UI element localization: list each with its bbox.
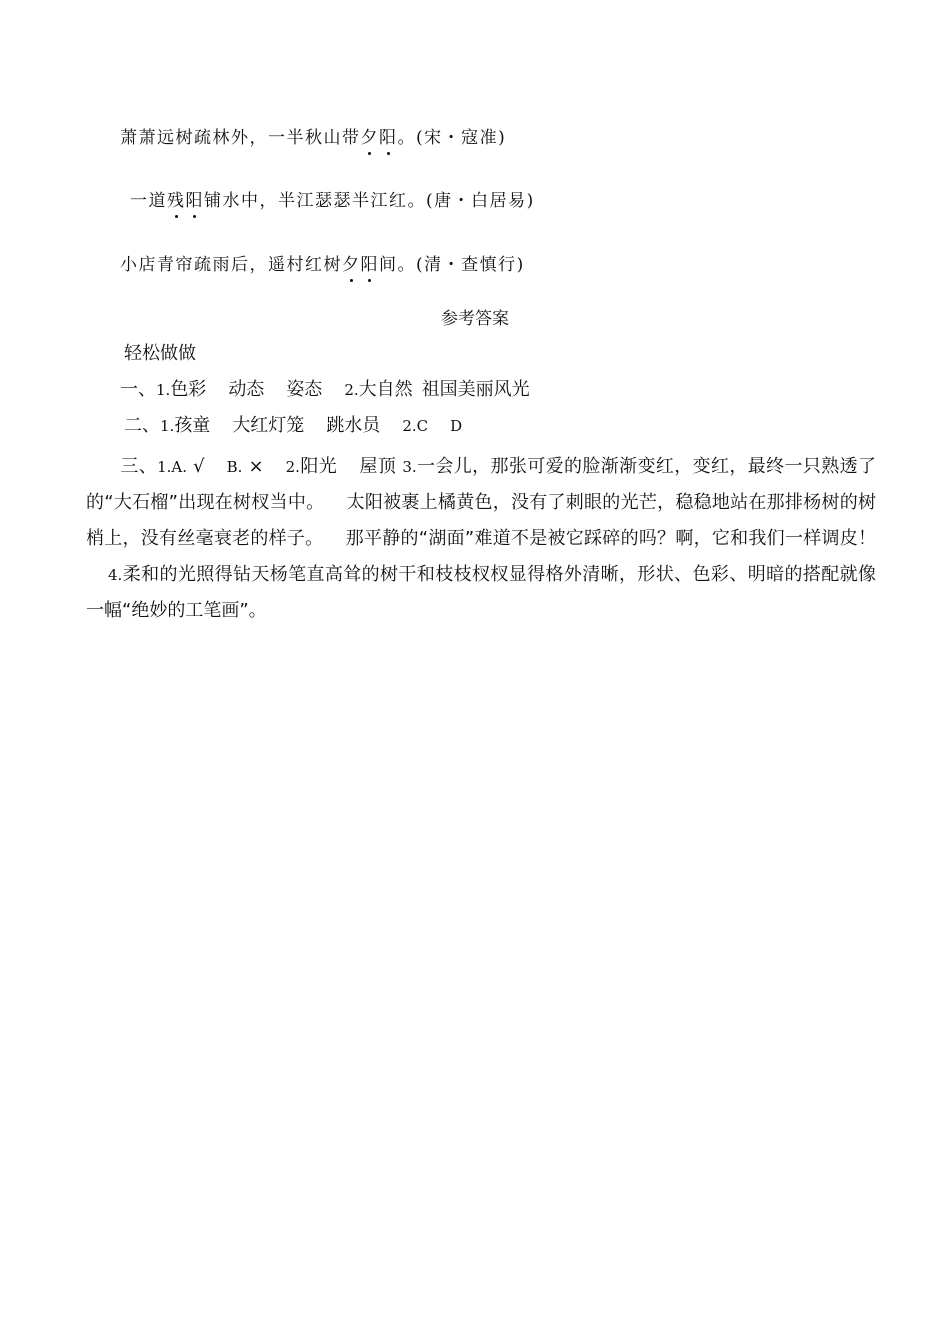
q3-answer: 太阳被裹上橘黄色，没有了刺眼的光芒，稳稳地站在那排杨树的树梢上，没有丝毫衰老的样子。 bbox=[86, 492, 876, 549]
poem-line-1 bbox=[120, 125, 506, 151]
q3-num4: 4. bbox=[108, 566, 123, 584]
q3-label: 三、 bbox=[120, 456, 158, 477]
q2-num2: 2.C bbox=[402, 417, 429, 435]
emphasis-char: 残 bbox=[167, 191, 186, 211]
q3-answer: 屋顶 bbox=[359, 456, 397, 477]
q1-answer: 姿态 bbox=[286, 379, 323, 400]
q1-num1: 1. bbox=[156, 381, 171, 399]
q1-label: 一、 bbox=[120, 379, 156, 400]
emphasis-char: 阳 bbox=[379, 128, 398, 148]
q2-label: 二、 bbox=[124, 415, 160, 436]
answer-q3 bbox=[86, 449, 876, 629]
emphasis-char: 夕 bbox=[342, 255, 361, 275]
q2-num1: 1. bbox=[160, 417, 175, 435]
q3-mark-a: √ bbox=[193, 456, 205, 477]
emphasis-char: 阳 bbox=[185, 191, 204, 211]
q3-answer: 柔和的光照得钻天杨笔直高耸的树干和枝枝杈杈显得格外清晰，形状、色彩、明暗的搭配就像一幅“绝妙的工笔画”。 bbox=[86, 564, 876, 621]
q1-answer: 色彩 bbox=[170, 379, 207, 400]
emphasis-char: 夕 bbox=[360, 128, 379, 148]
emphasis-char: 阳 bbox=[360, 255, 379, 275]
q2-answer: D bbox=[450, 417, 463, 435]
q3-answer: 一会儿，那张可爱的脸渐渐变红，变红，最终一只熟透了的“大石榴”出现在树杈当中。 bbox=[86, 456, 876, 513]
q1-answer: 祖国美丽风光 bbox=[421, 379, 530, 400]
section-title: 轻松做做 bbox=[124, 343, 196, 364]
q2-answer: 跳水员 bbox=[326, 415, 381, 436]
q3-num1b: B. bbox=[226, 458, 243, 476]
q2-answer: 大红灯笼 bbox=[232, 415, 305, 436]
q3-answer: 阳光 bbox=[299, 456, 338, 477]
poem-text: 一道 bbox=[130, 191, 167, 211]
answer-q1 bbox=[120, 377, 530, 403]
q3-num1: 1.A. bbox=[157, 458, 188, 476]
poem-text: 萧萧远树疏林外，一半秋山带 bbox=[120, 128, 361, 148]
q1-num2: 2. bbox=[344, 381, 359, 399]
q1-answer: 大自然 bbox=[358, 379, 413, 400]
poem-line-2 bbox=[130, 188, 535, 214]
q1-answer: 动态 bbox=[228, 379, 265, 400]
poem-source: 铺水中，半江瑟瑟半江红。(唐・白居易) bbox=[204, 191, 535, 211]
poem-source: 。(宋・寇准) bbox=[397, 128, 507, 148]
q3-num3: 3. bbox=[402, 458, 417, 476]
answer-q2 bbox=[124, 413, 462, 439]
poem-line-3 bbox=[120, 252, 525, 278]
answer-title: 参考答案 bbox=[441, 309, 509, 329]
q3-num2: 2. bbox=[285, 458, 300, 476]
q3-answer: 那平静的“湖面”难道不是被它踩碎的吗？啊，它和我们一样调皮！ bbox=[345, 528, 876, 549]
q3-mark-b: × bbox=[248, 456, 264, 477]
q2-answer: 孩童 bbox=[174, 415, 211, 436]
poem-source: 间。(清・查慎行) bbox=[379, 255, 525, 275]
poem-text: 小店青帘疏雨后，遥村红树 bbox=[120, 255, 342, 275]
